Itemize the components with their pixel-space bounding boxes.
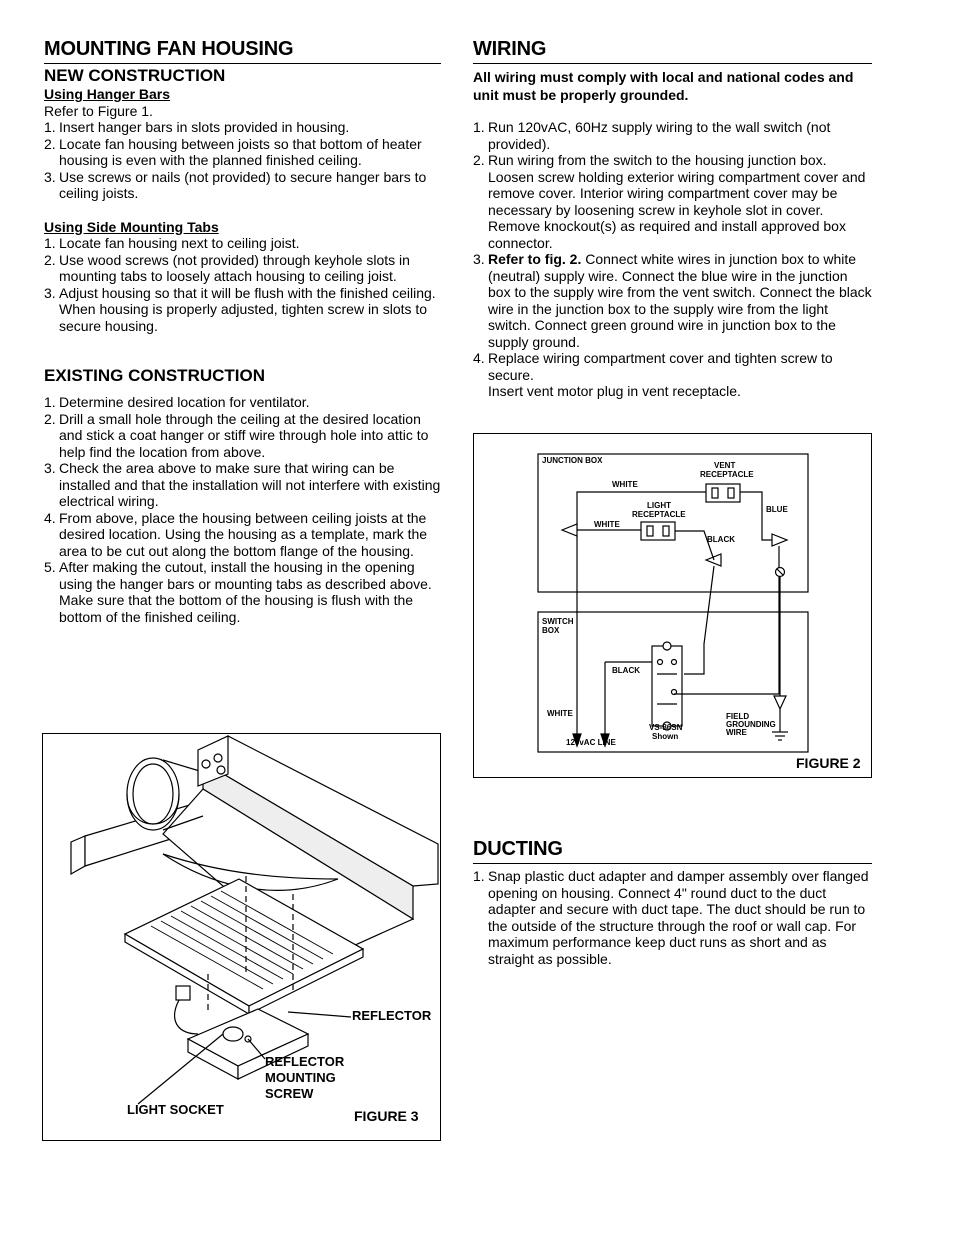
label-model: VS-86SN xyxy=(649,723,683,732)
hanger-intro: Refer to Figure 1. xyxy=(44,102,153,119)
label-white-switch: WHITE xyxy=(547,709,573,718)
label-reflector: REFLECTOR xyxy=(352,1008,432,1023)
label-vent-1: VENT xyxy=(714,461,736,470)
right-column xyxy=(473,36,872,400)
label-field-3: WIRE xyxy=(726,728,747,737)
heading-hanger-bars: Using Hanger Bars xyxy=(44,86,171,102)
list-item: 2. Run wiring from the switch to the housing junction box. Loosen screw holding exterior wiring compartment cover and remove cover. Interior wiring compartment cover may be necessary by loosening screw in keyhole slot in cover. Remove knockout(s) as required and install approved box connector. xyxy=(473,152,866,251)
label-white-top: WHITE xyxy=(612,480,638,489)
section-title-ducting: DUCTING xyxy=(473,836,872,864)
list-item: 4. From above, place the housing between ceiling joists at the desired location. Using the housing as a template, mark the area to be cut out along the bottom flange of the housing. xyxy=(44,509,428,559)
label-switch-2: BOX xyxy=(542,626,560,635)
section-title-mounting: MOUNTING FAN HOUSING xyxy=(44,36,441,64)
list-item: 2. Drill a small hole through the ceiling at the desired location and stick a coat hanger or stiff wire through hole into attic to help find the location from above. xyxy=(44,410,429,460)
left-column xyxy=(44,36,441,625)
figure-2-caption: FIGURE 2 xyxy=(796,755,861,771)
label-black-switch: BLACK xyxy=(612,666,640,675)
label-switch-1: SWITCH xyxy=(542,617,574,626)
figure-2-box xyxy=(473,433,872,778)
figure-3-caption: FIGURE 3 xyxy=(354,1108,419,1124)
subheading-new-construction: NEW CONSTRUCTION xyxy=(44,66,226,85)
list-item: 1. Run 120vAC, 60Hz supply wiring to the wall switch (not provided). xyxy=(473,119,831,152)
subheading-existing: EXISTING CONSTRUCTION xyxy=(44,366,266,385)
wiring-diagram xyxy=(474,434,871,777)
tabs-steps xyxy=(44,235,441,334)
label-reflector-screw-1: REFLECTOR xyxy=(265,1054,345,1069)
list-item: 1. Locate fan housing next to ceiling joist. xyxy=(44,235,300,251)
list-item: 5. After making the cutout, install the housing in the opening using the hanger bars or mounting tabs as described above. Make sure that the bottom of the housing is flush with the bottom of the finished ceiling. xyxy=(44,559,432,625)
figure-3-box xyxy=(42,733,441,1141)
housing-drawing xyxy=(71,736,438,1104)
label-blue: BLUE xyxy=(766,505,788,514)
list-item: 4. Replace wiring compartment cover and tighten screw to secure. Insert vent motor plug in vent receptacle. xyxy=(473,350,833,399)
ducting-section xyxy=(473,836,872,967)
list-item: 2. Locate fan housing between joists so that bottom of heater housing is even with the planned finished ceiling. xyxy=(44,135,422,168)
label-vent-2: RECEPTACLE xyxy=(700,470,754,479)
wiring-compliance-note: All wiring must comply with local and national codes and unit must be properly grounded. xyxy=(473,69,854,103)
list-item: 3. Check the area above to make sure that wiring can be installed and that the installation will not interfere with existing electrical wiring. xyxy=(44,460,441,509)
list-item: 1. Determine desired location for ventilator. xyxy=(44,394,310,410)
label-line: 120vAC LINE xyxy=(566,738,616,747)
existing-steps xyxy=(44,394,441,625)
list-item: 2. Use wood screws (not provided) through keyhole slots in mounting tabs to loosely attach housing to ceiling joist. xyxy=(44,251,410,284)
section-title-wiring: WIRING xyxy=(473,36,872,64)
list-item: 3. Use screws or nails (not provided) to secure hanger bars to ceiling joists. xyxy=(44,168,427,201)
ducting-steps xyxy=(473,868,872,967)
label-white-mid: WHITE xyxy=(594,520,620,529)
label-field-1: FIELD xyxy=(726,712,750,721)
label-reflector-screw-2: MOUNTING xyxy=(265,1070,336,1085)
label-junction-box: JUNCTION BOX xyxy=(542,456,603,465)
list-item: 3. Refer to fig. 2. Connect white wires in junction box to white (neutral) supply wire. Connect the blue wire in the junction box to the supply wire from the vent switch. Connect the black wire in the junction box to the supply wire from the light switch. Connect green ground wire in junction box to the supply ground. xyxy=(473,251,872,350)
label-field-2: GROUNDING xyxy=(726,720,776,729)
wiring-steps xyxy=(473,119,872,400)
label-light-socket: LIGHT SOCKET xyxy=(127,1102,224,1117)
label-black-top: BLACK xyxy=(707,535,735,544)
label-light-1: LIGHT xyxy=(647,501,671,510)
label-reflector-screw-3: SCREW xyxy=(265,1086,314,1101)
fan-housing-illustration xyxy=(43,734,440,1140)
list-item: 1. Insert hanger bars in slots provided in housing. xyxy=(44,119,350,135)
label-shown: Shown xyxy=(652,732,679,741)
label-light-2: RECEPTACLE xyxy=(632,510,686,519)
list-item: 3. Adjust housing so that it will be flush with the finished ceiling. When housing is properly adjusted, tighten screw in slots to secure housing. xyxy=(44,284,436,334)
hanger-steps xyxy=(44,119,441,202)
list-item: 1. Snap plastic duct adapter and damper assembly over flanged opening on housing. Connect 4" round duct to the duct adapter and secure with duct tape. The duct should be run to the outside of the structure through the roof or wall cap. For maximum performance keep duct runs as short and as straight as possible. xyxy=(473,868,869,967)
heading-side-tabs: Using Side Mounting Tabs xyxy=(44,218,219,235)
